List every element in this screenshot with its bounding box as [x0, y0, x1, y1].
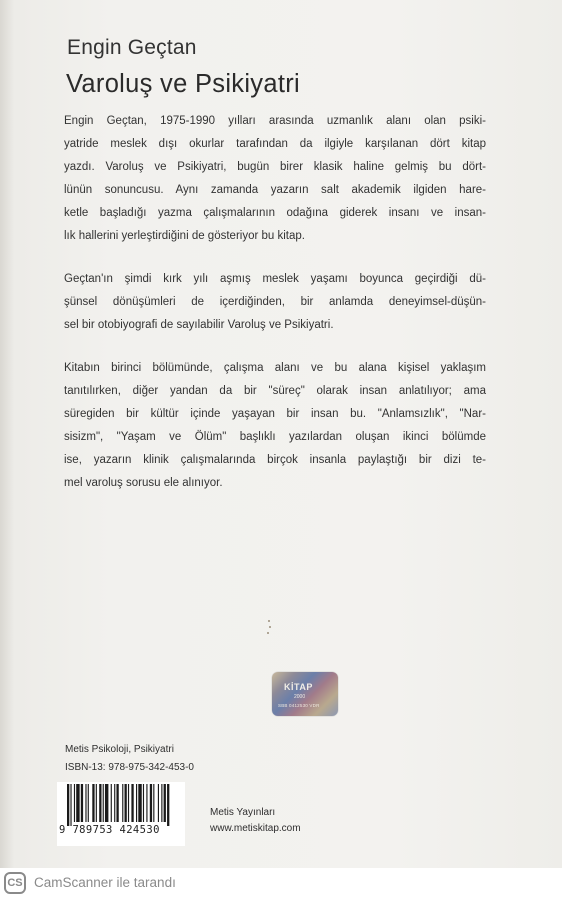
barcode-number: 9 789753 424530	[59, 824, 160, 836]
blurb-line: şünsel dönüşümleri de içerdiğinden, bir anlamda deneyimsel-düşün-	[64, 296, 486, 308]
blurb-line: Geçtan'ın şimdi kırk yılı aşmış meslek yaşamı boyunca geçirdiği dü-	[64, 273, 486, 285]
blurb-line: lünün sonuncusu. Aynı zamanda yazarın salt akademik ilgiden hare-	[64, 184, 486, 196]
barcode-bar	[153, 784, 154, 822]
camscanner-logo-icon: CS	[4, 872, 26, 894]
blurb	[64, 110, 486, 515]
blurb-line: yatride meslek dışı okurlar tarafından da ilgiyle karşılanan dört kitap	[64, 138, 486, 150]
bandrol-hologram-sticker	[272, 672, 338, 716]
barcode-bar	[85, 784, 86, 822]
blurb-paragraph-2	[64, 268, 486, 337]
blurb-line: mel varoluş sorusu ele alınıyor.	[64, 477, 223, 489]
barcode-bar	[131, 784, 133, 822]
barcode-bar	[128, 784, 129, 822]
isbn-label: ISBN-13: 978-975-342-453-0	[65, 762, 194, 773]
barcode-bar	[105, 784, 108, 822]
paper-speck	[266, 618, 272, 638]
barcode-bar	[122, 784, 123, 822]
barcode-bar	[116, 784, 118, 822]
barcode-bar	[167, 784, 169, 826]
book-title: Varoluş ve Psikiyatri	[66, 70, 300, 98]
publisher-name: Metis Yayınları	[210, 807, 276, 818]
barcode-bar	[158, 784, 159, 822]
series-label: Metis Psikoloji, Psikiyatri	[65, 744, 174, 755]
barcode-bar	[114, 784, 115, 822]
barcode-bar	[143, 784, 144, 822]
blurb-paragraph-1	[64, 110, 486, 248]
barcode-bar	[161, 784, 162, 822]
barcode-bar	[103, 784, 104, 822]
blurb-line: Kitabın birinci bölümünde, çalışma alanı ve bu alana kişisel yaklaşım	[64, 362, 486, 374]
blurb-line: lık hallerini yerleştirdiğini de gösteriyor bu kitap.	[64, 230, 305, 242]
blurb-line: süregiden bir kültür içinde yaşayan bir insan bu. "Anlamsızlık", "Nar-	[64, 408, 486, 420]
blurb-line: ketle başladığı yazma çalışmalarının odağına giderek insanı ve insan-	[64, 207, 486, 219]
barcode-bar	[146, 784, 147, 822]
isbn-barcode	[57, 782, 185, 846]
scanner-watermark-bar	[0, 868, 562, 900]
barcode-bar	[96, 784, 97, 822]
barcode-bar	[111, 784, 112, 822]
hologram-serial: SBB 0412530 VDR	[278, 703, 320, 708]
blurb-line: tanıtılırken, diğer yandan da bir "süreç" olarak insan anlatılıyor; ama	[64, 385, 486, 397]
barcode-bars	[57, 782, 185, 826]
barcode-bar	[99, 784, 101, 822]
hologram-label: KİTAP	[284, 682, 313, 692]
barcode-bar	[74, 784, 75, 822]
hologram-year: 2000	[294, 694, 306, 700]
blurb-line: yazdı. Varoluş ve Psikiyatri, bugün birer klasik haline gelmiş bu dört-	[64, 161, 486, 173]
blurb-paragraph-3	[64, 357, 486, 495]
barcode-bar	[67, 784, 69, 826]
blurb-line: sel bir otobiyografi de sayılabilir Varoluş ve Psikiyatri.	[64, 319, 334, 331]
barcode-bar	[81, 784, 83, 822]
publisher-website: www.metiskitap.com	[210, 823, 301, 834]
blurb-line: Engin Geçtan, 1975-1990 yılları arasında uzmanlık alanı olan psiki-	[64, 115, 486, 127]
blurb-line: ise, yazarın klinik çalışmalarında birçok insanla paylaştığı bir dizi te-	[64, 454, 486, 466]
spine-shadow	[0, 0, 14, 868]
barcode-bar	[136, 784, 137, 822]
barcode-bar	[70, 784, 71, 826]
barcode-bar	[92, 784, 94, 822]
barcode-bar	[125, 784, 127, 822]
author-name: Engin Geçtan	[67, 36, 197, 59]
scanner-watermark-text: CamScanner ile tarandı	[34, 875, 176, 890]
barcode-bar	[88, 784, 89, 822]
barcode-bar	[150, 784, 152, 822]
blurb-line: sisizm", "Yaşam ve Ölüm" başlıklı yazılardan oluşan ikinci bölümde	[64, 431, 486, 443]
barcode-bar	[138, 784, 141, 822]
barcode-bar	[164, 784, 166, 822]
barcode-bar	[76, 784, 79, 822]
